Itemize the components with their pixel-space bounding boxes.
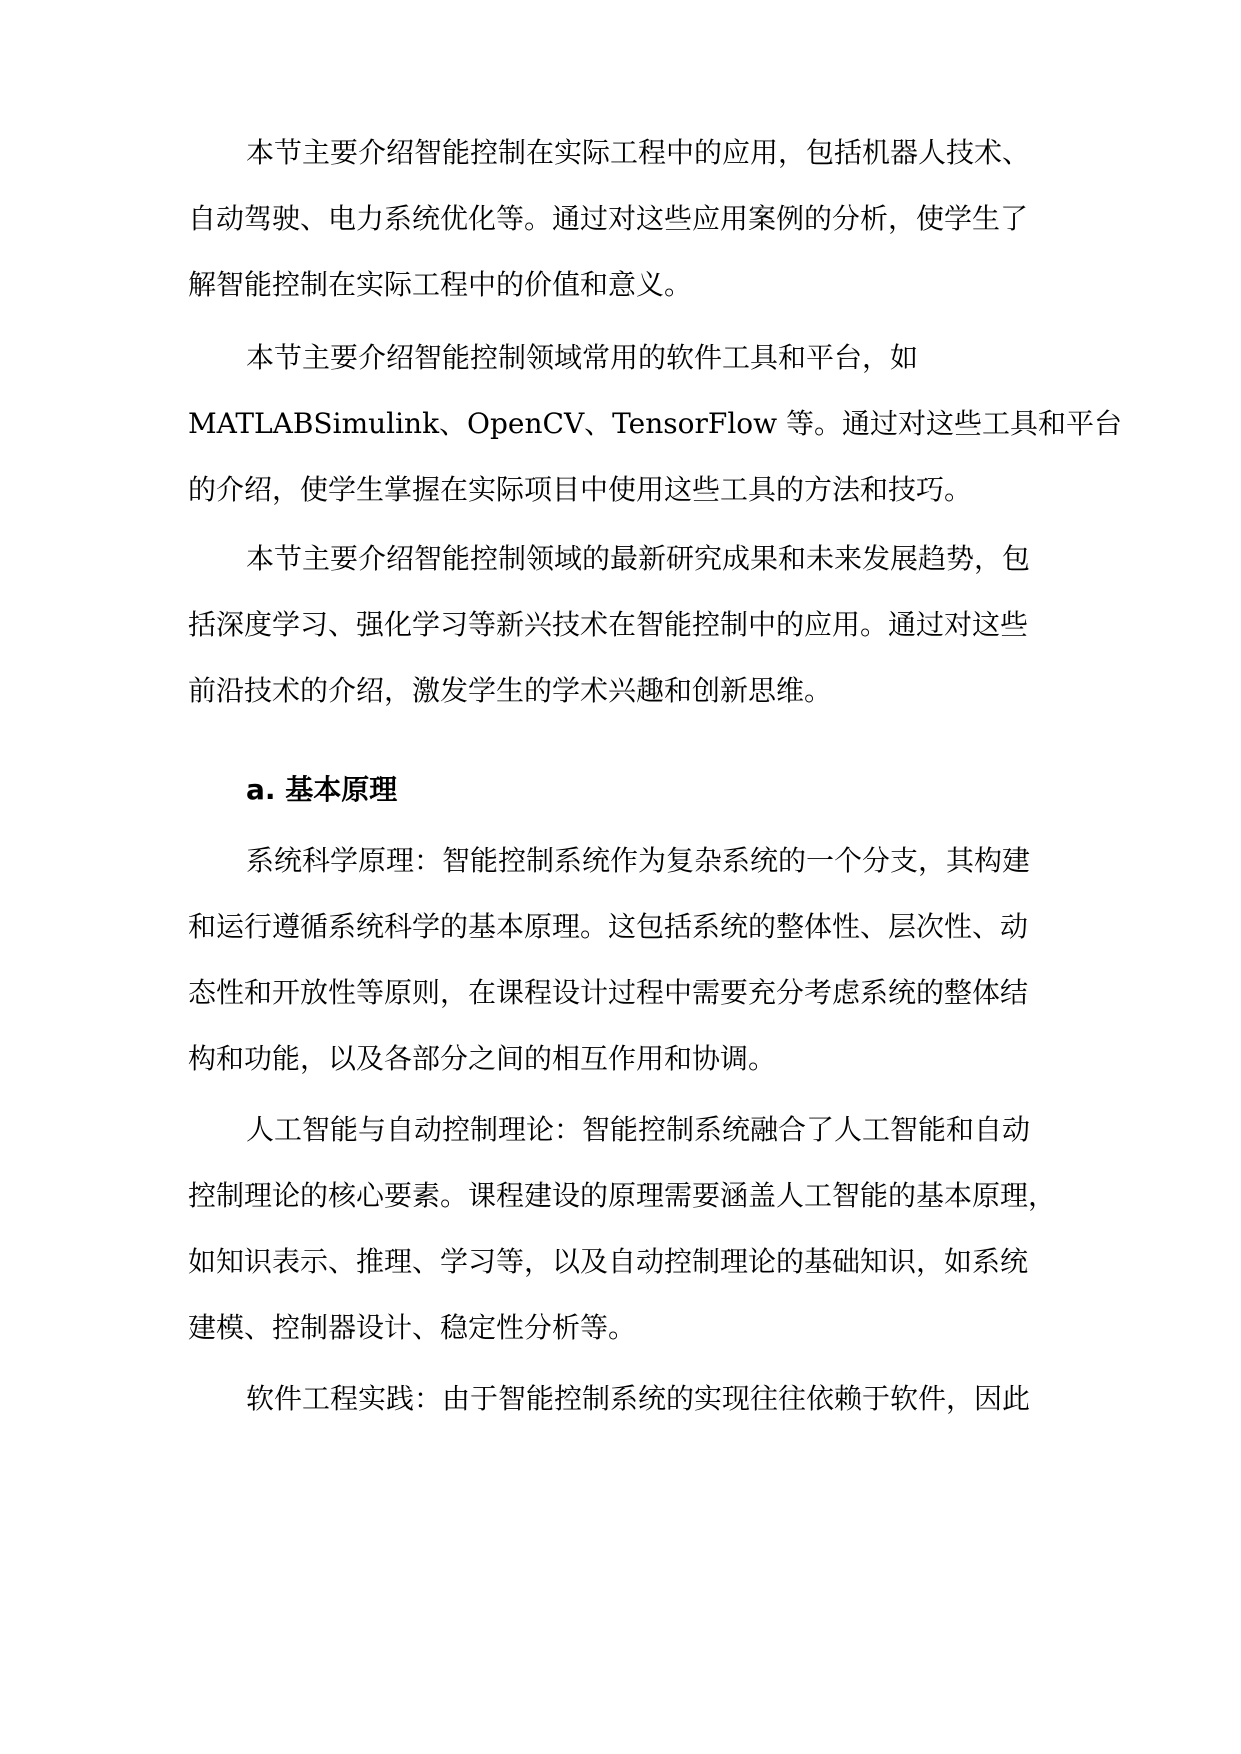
paragraph-line: 构和功能，以及各部分之间的相互作用和协调。 [188, 1042, 777, 1075]
paragraph-line: 控制理论的核心要素。课程建设的原理需要涵盖人工智能的基本原理， [188, 1179, 1057, 1212]
paragraph-line: 本节主要介绍智能控制在实际工程中的应用，包括机器人技术、 [246, 136, 1031, 169]
paragraph-line: 的介绍，使学生掌握在实际项目中使用这些工具的方法和技巧。 [188, 473, 973, 506]
paragraph-line: 人工智能与自动控制理论：智能控制系统融合了人工智能和自动 [246, 1113, 1031, 1146]
paragraph-line: 态性和开放性等原则，在课程设计过程中需要充分考虑系统的整体结 [188, 976, 1029, 1009]
paragraph-line: 软件工程实践：由于智能控制系统的实现往往依赖于软件，因此 [246, 1382, 1031, 1415]
paragraph-line: 前沿技术的介绍，激发学生的学术兴趣和创新思维。 [188, 674, 833, 707]
paragraph-line: 如知识表示、推理、学习等，以及自动控制理论的基础知识，如系统 [188, 1245, 1029, 1278]
paragraph-line: 解智能控制在实际工程中的价值和意义。 [188, 268, 693, 301]
paragraph-line: 括深度学习、强化学习等新兴技术在智能控制中的应用。通过对这些 [188, 608, 1029, 641]
paragraph-line: 系统科学原理：智能控制系统作为复杂系统的一个分支，其构建 [246, 844, 1031, 877]
paragraph-line: 本节主要介绍智能控制领域常用的软件工具和平台，如 [246, 341, 919, 374]
paragraph-line: 建模、控制器设计、稳定性分析等。 [188, 1311, 637, 1344]
paragraph-line: 本节主要介绍智能控制领域的最新研究成果和未来发展趋势，包 [246, 542, 1031, 575]
paragraph-line: MATLABSimulink、OpenCV、TensorFlow 等。通过对这些工具和平台 [188, 407, 1123, 440]
paragraph-line: 自动驾驶、电力系统优化等。通过对这些应用案例的分析，使学生了 [188, 202, 1029, 235]
paragraph-line: 和运行遵循系统科学的基本原理。这包括系统的整体性、层次性、动 [188, 910, 1029, 943]
section-heading: a. 基本原理 [246, 773, 398, 806]
